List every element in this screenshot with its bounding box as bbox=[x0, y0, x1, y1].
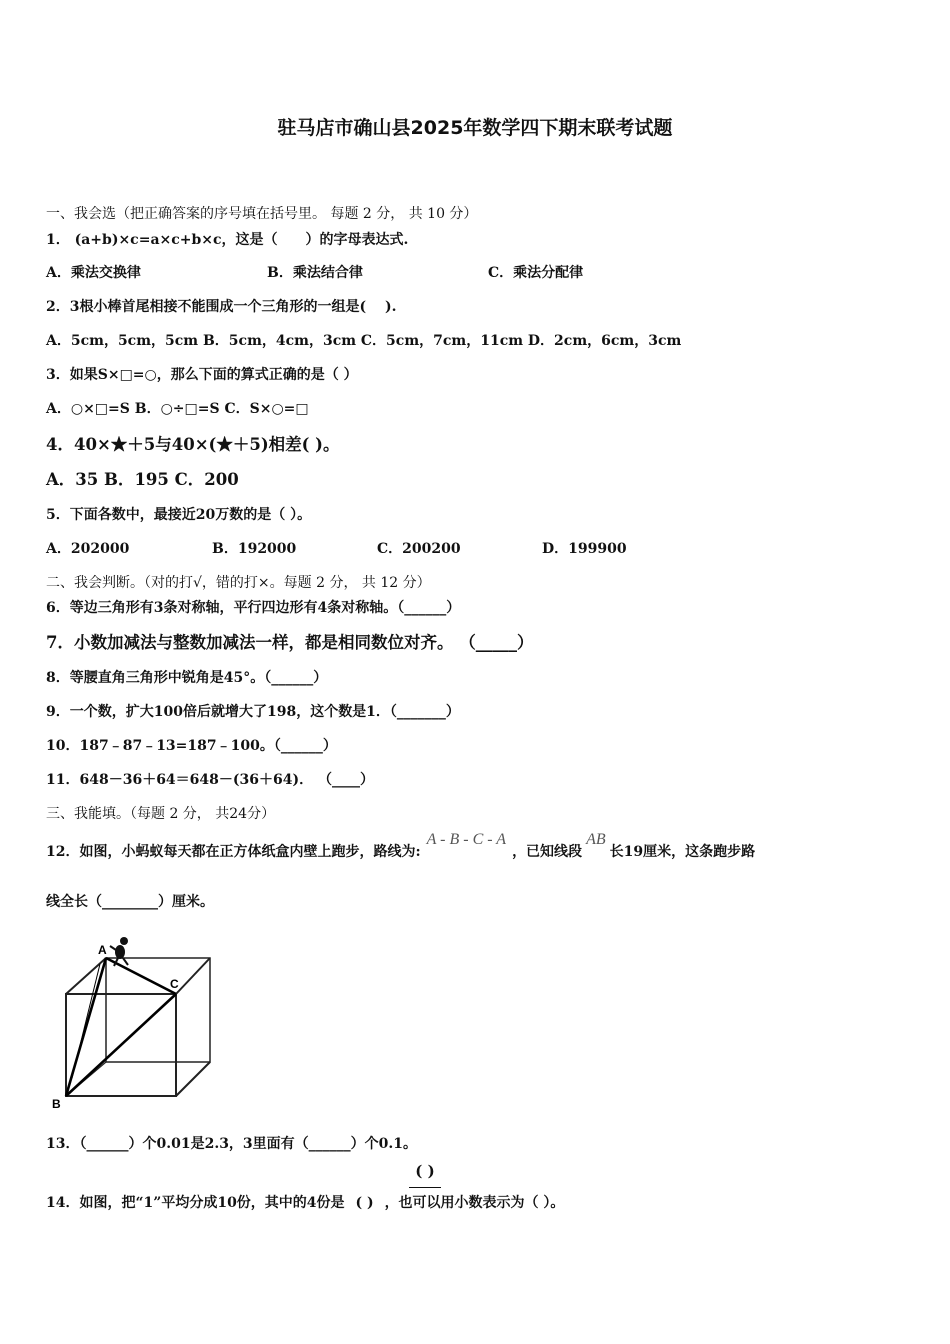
question-4: 4．40×★＋5与40×(★＋5)相差( )。 bbox=[46, 435, 340, 454]
question-10: 10．187﹣87﹣13=187﹣100。（______） bbox=[46, 738, 337, 754]
q12-segment: AB bbox=[586, 831, 606, 848]
question-2: 2．3根小棒首尾相接不能围成一个三角形的一组是( ). bbox=[46, 299, 397, 315]
q12-route: A - B - C - A bbox=[426, 831, 507, 848]
page-title: 驻马店市确山县2025年数学四下期末联考试题 bbox=[277, 117, 673, 139]
q4-options: A．35 B．195 C．200 bbox=[46, 470, 239, 489]
q14-fraction-bar bbox=[409, 1187, 441, 1188]
q12-text-part-1: 12．如图，小蚂蚁每天都在正方体纸盒内壁上跑步，路线为: bbox=[46, 844, 421, 860]
q1-option-a: A．乘法交换律 bbox=[46, 265, 141, 281]
q5-option-a: A．202000 bbox=[46, 541, 130, 557]
section-3-heading: 三、我能填。（每题 2 分， 共24分） bbox=[46, 806, 276, 822]
question-12-line-2: 线全长（________）厘米。 bbox=[46, 894, 214, 910]
question-13: 13．（______）个0.01是2.3，3里面有（______）个0.1。 bbox=[46, 1136, 418, 1152]
q12-text-part-2: ，已知线段 bbox=[512, 844, 583, 860]
question-7: 7．小数加减法与整数加减法一样，都是相同数位对齐。 （_____） bbox=[46, 633, 534, 652]
question-5: 5．下面各数中，最接近20万数的是（ ）。 bbox=[46, 507, 312, 523]
question-3: 3．如果S×□=○，那么下面的算式正确的是（ ） bbox=[46, 367, 358, 383]
q5-option-c: C．200200 bbox=[377, 541, 461, 557]
question-9: 9．一个数，扩大100倍后就增大了198，这个数是1．（_______） bbox=[46, 704, 460, 720]
vertex-label-a: A bbox=[98, 943, 107, 957]
question-6: 6．等边三角形有3条对称轴，平行四边形有4条对称轴。（______） bbox=[46, 600, 461, 616]
q12-text-part-3: 长19厘米，这条跑步路 bbox=[609, 844, 756, 860]
vertex-label-c: C bbox=[170, 977, 179, 991]
q2-options: A．5cm，5cm，5cm B．5cm，4cm，3cm C．5cm，7cm，11cm D．2cm，6cm，3cm bbox=[46, 333, 682, 349]
question-11: 11．648－36＋64＝648－(36＋64)． （____） bbox=[46, 772, 374, 788]
q14-fraction-denominator: ( ) bbox=[355, 1195, 374, 1211]
q1-option-c: C．乘法分配律 bbox=[488, 265, 584, 281]
question-8: 8．等腰直角三角形中锐角是45°。（______） bbox=[46, 670, 328, 686]
section-2-heading: 二、我会判断。（对的打√，错的打×。每题 2 分， 共 12 分） bbox=[46, 575, 431, 591]
vertex-label-b: B bbox=[52, 1097, 61, 1111]
question-14 bbox=[46, 1192, 564, 1212]
section-1-heading: 一、我会选（把正确答案的序号填在括号里。 每题 2 分， 共 10 分） bbox=[46, 206, 478, 222]
cube-figure bbox=[48, 928, 223, 1118]
q14-text-b: ，也可以用小数表示为（ ）。 bbox=[384, 1195, 565, 1211]
q14-fraction-numerator: ( ) bbox=[415, 1162, 435, 1180]
q1-option-b: B．乘法结合律 bbox=[267, 265, 363, 281]
q3-options: A．○×□=S B．○÷□=S C．S×○=□ bbox=[46, 401, 309, 417]
question-12-line-1 bbox=[46, 831, 756, 861]
question-1: 1． (a+b)×c=a×c+b×c，这是（ ）的字母表达式. bbox=[46, 232, 409, 248]
q5-option-d: D．199900 bbox=[542, 541, 627, 557]
q14-text-a: 14．如图，把“1”平均分成10份，其中的4份是 bbox=[46, 1195, 345, 1211]
q5-option-b: B．192000 bbox=[212, 541, 297, 557]
